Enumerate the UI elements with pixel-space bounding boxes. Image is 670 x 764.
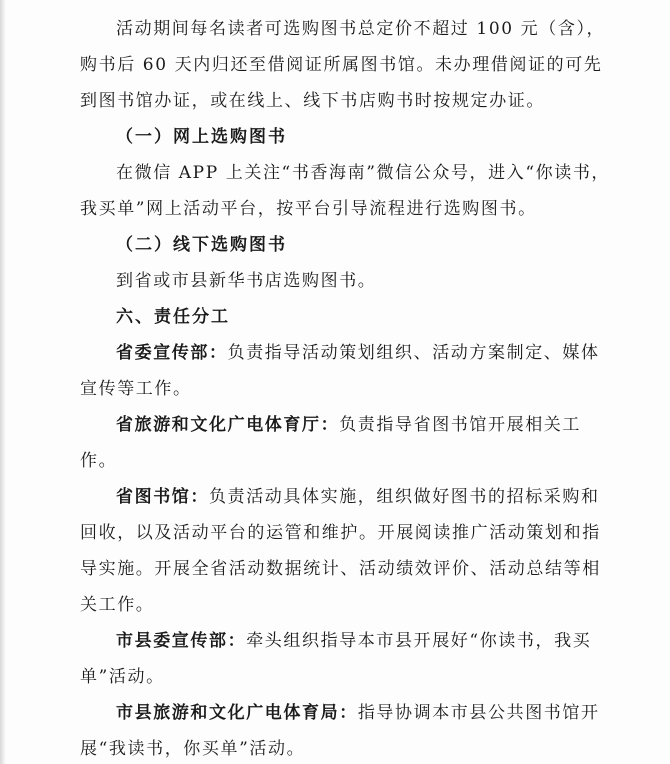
duty-tourism-line-1 [116,414,590,436]
duty-city-tourism-lead: 市县旅游和文化广电体育局： [116,703,358,723]
paragraph-1-line-3: 到图书馆办证，或在线上、线下书店购书时按规定办证。 [80,91,545,111]
duty-city-tourism-line-1 [116,702,600,724]
duty-library-text: 负责活动具体实施，组织做好图书的招标采购和 [209,487,600,507]
duty-library-lead: 省图书馆： [116,487,209,507]
paragraph-online-line-2: 我买单”网上活动平台，按平台引导流程进行选购图书。 [80,199,537,219]
duty-library-line-3: 导实施。开展全省活动数据统计、活动绩效评价、活动总结等相 [80,559,601,579]
section-six-title: 六、责任分工 [116,307,230,327]
duty-propaganda-text: 负责指导活动策划组织、活动方案制定、媒体 [227,343,600,363]
duty-city-tourism-line-2: 展“我读书，你买单”活动。 [80,739,306,759]
duty-library-line-2: 回收，以及活动平台的运管和维护。开展阅读推广活动策划和指 [80,523,601,543]
duty-library-line-1 [116,486,600,508]
duty-city-propaganda-line-2: 单”活动。 [80,667,165,687]
duty-city-propaganda-line-1 [116,630,590,652]
page-edge-shadow [0,0,6,764]
paragraph-1-line-1: 活动期间每名读者可选购图书总定价不超过 100 元（含）， [116,19,606,39]
duty-tourism-text: 负责指导省图书馆开展相关工 [339,415,582,435]
heading-online-purchase: （一）网上选购图书 [116,127,287,147]
duty-library-line-4: 关工作。 [80,595,155,615]
duty-propaganda-lead: 省委宣传部： [116,343,228,363]
duty-tourism-line-2: 作。 [80,451,118,471]
paragraph-online-line-1: 在微信 APP 上关注“书香海南”微信公众号，进入“你读书， [116,163,611,183]
duty-propaganda-line-2: 宣传等工作。 [80,379,192,399]
duty-city-propaganda-lead: 市县委宣传部： [116,631,247,651]
duty-propaganda-line-1 [116,342,600,364]
heading-offline-purchase: （二）线下选购图书 [116,235,287,255]
duty-city-propaganda-text: 牵头组织指导本市县开展好“你读书，我买 [246,631,592,651]
paragraph-1-line-2: 购书后 60 天内归还至借阅证所属图书馆。未办理借阅证的可先 [80,55,603,75]
paragraph-offline-line-1: 到省或市县新华书店选购图书。 [116,271,377,291]
duty-tourism-lead: 省旅游和文化广电体育厅： [116,415,340,435]
duty-city-tourism-text: 指导协调本市县公共图书馆开 [357,703,600,723]
